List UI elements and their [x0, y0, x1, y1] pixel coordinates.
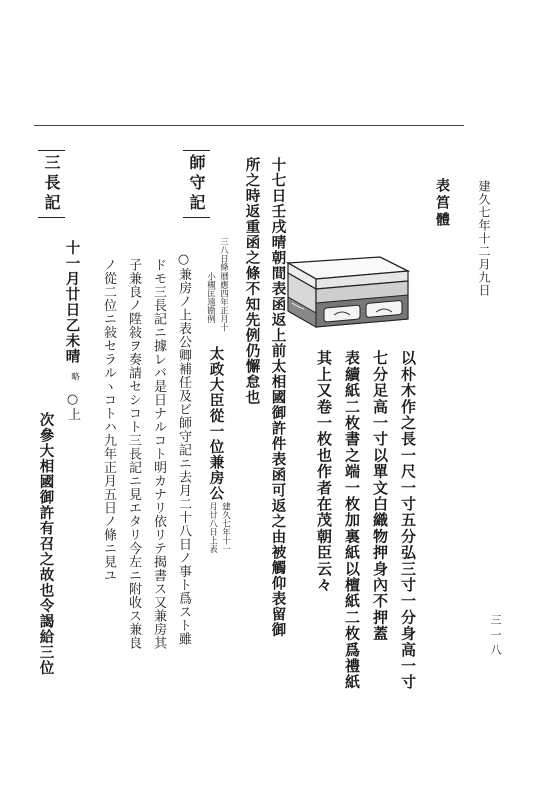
commentary-line: ○兼房ノ上表公卿補任及ビ師守記ニ去月二十八日ノ事ト爲スト雖 [176, 252, 191, 646]
entry-line: 十七日壬戌晴朝間表函返上前太相國御許件表函可返之由被觸仰表留御 [269, 157, 287, 638]
annotation: 曆應四年正月十 [218, 272, 229, 332]
header-rule [34, 125, 464, 126]
annotation: 小槻匡遠勘例 [205, 272, 216, 323]
commentary-line: ドモ三長記ニ據レバ是日ナルコト明カナリ依リテ揭書ス又兼房其 [151, 258, 166, 650]
annotation: 略 [69, 372, 80, 381]
entry-line: 所之時返重函之條不知先例仍懈怠也 [243, 157, 261, 405]
annotation: 建久七年十一 [220, 502, 231, 553]
commentary-line: ノ從二位ニ敍セラルヽコトハ九年正月五日ノ條ニ見ユ [101, 258, 116, 582]
page-number: 三一八 [489, 614, 502, 659]
source-text: 十一月廿日乙未晴 [63, 240, 81, 364]
description-line: 其上又卷一枚也作者在茂朝臣云々 [315, 350, 333, 593]
running-header-date: 建久七年十二月九日 [477, 180, 491, 297]
description-line: 七分足高一寸以單文白織物押身內不押蓋 [371, 350, 389, 642]
source-text: ○上 [65, 392, 80, 421]
source-text: 次參大相國御許有召之故也令謁給三位 [37, 412, 55, 676]
annotation: 三八日條 [218, 237, 229, 271]
source-label-moromoriki: 師守記 [183, 150, 210, 218]
commentary-line: 子兼良ノ陞敍ヲ奏請セシコト三長記ニ見エタリ今左ニ附收ス兼良 [126, 258, 141, 650]
description-line: 以朴木作之長一尺一寸五分弘三寸一分身高一寸 [399, 350, 417, 691]
source-text: 太政大臣從一位兼房公 [207, 346, 225, 501]
description-line: 表續紙二枚書之端一枚加裏紙以檀紙二枚爲禮紙 [343, 350, 361, 691]
lacquered-box-illustration [280, 255, 410, 343]
section-heading: 表筥體 [434, 178, 450, 229]
source-label-sanchoki: 三長記 [38, 150, 65, 218]
box-panel-left [324, 305, 360, 322]
annotation: 月廿八日上表 [207, 502, 218, 553]
